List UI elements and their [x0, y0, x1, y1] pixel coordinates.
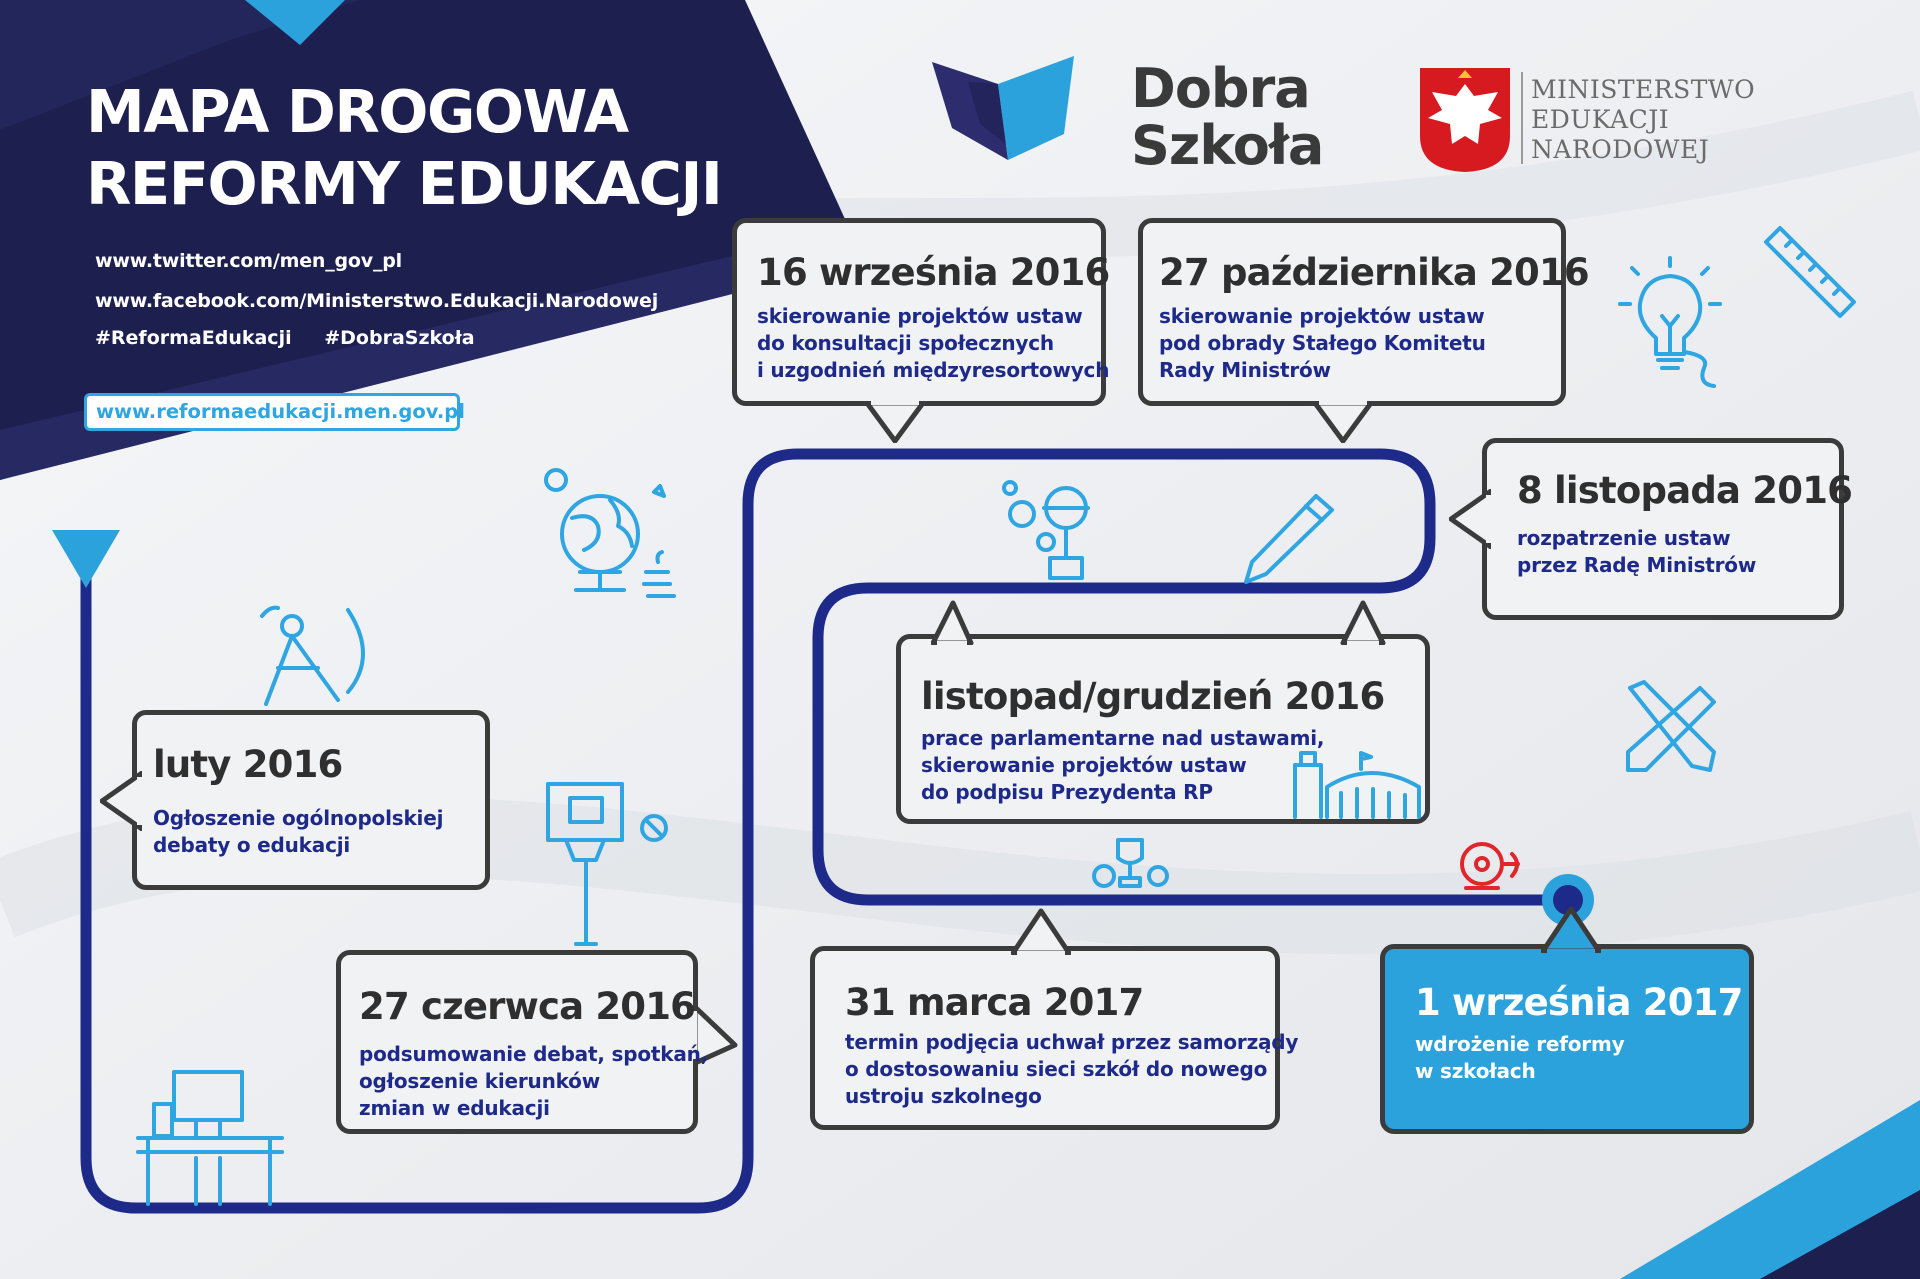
title-line-1: MAPA DROGOWA — [86, 77, 628, 146]
ruler-icon — [1760, 222, 1860, 322]
title-line-2: REFORMY EDUKACJI — [86, 149, 722, 218]
dobra-szkola-logo — [1131, 57, 1324, 177]
milestone-description — [1159, 303, 1486, 384]
milestone-description — [1415, 1031, 1624, 1085]
description-line: Ogłoszenie ogólnopolskiej — [153, 806, 444, 830]
description-line: skierowanie projektów ustaw — [757, 304, 1083, 328]
ministry-line-1: MINISTERSTWO — [1531, 75, 1756, 104]
ministry-line-2: EDUKACJI — [1531, 105, 1670, 134]
milestone-31-marca-2017 — [810, 946, 1299, 1130]
crossed-pencils-icon — [1620, 676, 1720, 776]
callout-tail — [865, 401, 925, 443]
globe-books-icon — [540, 466, 676, 606]
ministry-divider — [1521, 72, 1523, 164]
compass-drawing-icon — [248, 596, 368, 708]
milestone-description — [921, 725, 1324, 806]
milestone-27-czerwca-2016 — [336, 950, 709, 1134]
brand-line-2: Szkoła — [1131, 114, 1324, 177]
milestone-date: 31 marca 2017 — [845, 981, 1144, 1024]
milestone-16-wrzesnia-2016 — [732, 218, 1110, 406]
description-line: do konsultacji społecznych — [757, 331, 1054, 355]
hashtag-reforma[interactable]: #ReformaEdukacji — [95, 327, 292, 349]
milestone-date: 16 września 2016 — [757, 251, 1110, 294]
hashtag-dobraszkola[interactable]: #DobraSzkoła — [324, 327, 475, 349]
description-line: skierowanie projektów ustaw — [1159, 304, 1485, 328]
page-title — [86, 76, 721, 220]
description-line: w szkołach — [1415, 1059, 1536, 1083]
school-desk-icon — [136, 1068, 286, 1208]
school-bell-icon — [1452, 836, 1524, 894]
description-line: pod obrady Stałego Komitetu — [1159, 331, 1486, 355]
science-lab-icon — [1000, 478, 1110, 584]
milestone-luty-2016 — [132, 710, 490, 890]
description-line: wdrożenie reformy — [1415, 1032, 1625, 1056]
milestone-description — [153, 805, 443, 859]
description-line: podsumowanie debat, spotkań, — [359, 1042, 709, 1066]
twitter-link[interactable]: www.twitter.com/men_gov_pl — [95, 250, 402, 272]
milestone-1-wrzesnia-2017 — [1380, 944, 1754, 1134]
description-line: ustroju szkolnego — [845, 1084, 1042, 1108]
milestone-date: 27 czerwca 2016 — [359, 985, 696, 1028]
description-line: przez Radę Ministrów — [1517, 553, 1757, 577]
milestone-date: listopad/grudzień 2016 — [921, 675, 1385, 718]
callout-tail — [931, 599, 1401, 645]
polish-eagle-emblem-icon — [1418, 66, 1512, 174]
description-line: o dostosowaniu sieci szkół do nowego — [845, 1057, 1268, 1081]
basketball-hoop-icon — [540, 780, 674, 950]
description-line: prace parlamentarne nad ustawami, — [921, 726, 1325, 750]
milestone-description — [1517, 525, 1756, 579]
milestone-8-listopada-2016 — [1482, 438, 1853, 620]
milestone-description — [757, 303, 1109, 384]
callout-tail — [1011, 907, 1071, 955]
description-line: skierowanie projektów ustaw — [921, 753, 1247, 777]
ministry-line-3: NARODOWEJ — [1531, 135, 1710, 164]
description-line: termin podjęcia uchwał przez samorządy — [845, 1030, 1299, 1054]
ministry-name — [1531, 75, 1755, 165]
callout-tail — [1313, 401, 1373, 443]
hashtags — [95, 327, 501, 349]
website-link[interactable]: www.reformaedukacji.men.gov.pl — [84, 393, 460, 431]
milestone-listopad-grudzien-2016 — [896, 634, 1430, 824]
milestone-description — [359, 1041, 708, 1122]
description-line: rozpatrzenie ustaw — [1517, 526, 1731, 550]
description-line: debaty o edukacji — [153, 833, 351, 857]
milestone-27-pazdziernika-2016 — [1138, 218, 1589, 406]
milestone-date: 27 października 2016 — [1159, 251, 1589, 294]
callout-tail — [100, 771, 142, 831]
milestone-date: 1 września 2017 — [1415, 981, 1743, 1024]
pencil-icon — [1240, 490, 1340, 586]
callout-tail — [1541, 905, 1601, 953]
open-book-logo-icon — [928, 54, 1098, 164]
brand-line-1: Dobra — [1131, 57, 1310, 120]
milestone-date: luty 2016 — [153, 743, 343, 786]
milestone-description — [845, 1029, 1298, 1110]
lightbulb-icon — [1618, 256, 1726, 390]
parliament-building-icon — [1291, 739, 1427, 819]
description-line: Rady Ministrów — [1159, 358, 1331, 382]
callout-tail — [1449, 489, 1491, 549]
facebook-link[interactable]: www.facebook.com/Ministerstwo.Edukacji.Narodowej — [95, 290, 659, 312]
description-line: ogłoszenie kierunków — [359, 1069, 600, 1093]
description-line: do podpisu Prezydenta RP — [921, 780, 1213, 804]
sports-trophy-icon — [1090, 834, 1170, 890]
milestone-date: 8 listopada 2016 — [1517, 469, 1853, 512]
description-line: i uzgodnień międzyresortowych — [757, 358, 1110, 382]
description-line: zmian w edukacji — [359, 1096, 550, 1120]
